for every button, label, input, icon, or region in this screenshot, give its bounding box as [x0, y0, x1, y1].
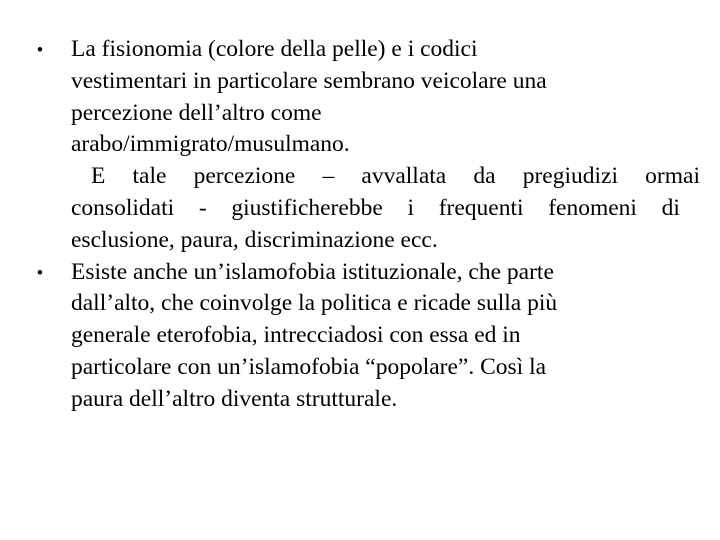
- text-line: generale eterofobia, intrecciadosi con essa ed in: [71, 322, 521, 349]
- text-line: Esiste anche un’islamofobia istituzionale, che parte: [71, 258, 554, 285]
- word: i: [407, 194, 414, 221]
- text-line-justified: [71, 193, 680, 225]
- text-line: paura dell’altro diventa strutturale.: [71, 385, 398, 412]
- bullet-item-islamofobia: [30, 257, 680, 416]
- word: consolidati: [71, 194, 175, 221]
- text-line: dall’alto, che coinvolge la politica e ricade sulla più: [71, 290, 558, 317]
- word: giustificherebbe: [231, 194, 383, 221]
- bullet-dot-icon: •: [36, 262, 44, 284]
- word: -: [198, 194, 207, 221]
- word: percezione: [193, 163, 296, 190]
- text-line: percezione dell’altro come: [71, 99, 322, 126]
- text-line: particolare con un’islamofobia “popolare”. Così la: [71, 353, 547, 380]
- word: ormai: [645, 163, 700, 190]
- text-line: arabo/immigrato/musulmano.: [71, 131, 350, 158]
- word: avvallata: [361, 163, 447, 190]
- bullet-item-fisionomia: [30, 34, 700, 257]
- word: fenomeni: [548, 194, 637, 221]
- text-line-justified: [71, 161, 700, 193]
- word: –: [322, 163, 335, 190]
- word: pregiudizi: [522, 163, 619, 190]
- bullet-list: [30, 34, 700, 416]
- text-line: La fisionomia (colore della pelle) e i codici: [71, 36, 478, 62]
- word: di: [661, 194, 680, 221]
- word: tale: [132, 163, 167, 190]
- text-line: vestimentari in particolare sembrano veicolare una: [71, 67, 547, 94]
- word: E: [91, 163, 106, 190]
- bullet-dot-icon: •: [36, 40, 44, 61]
- word: frequenti: [438, 194, 524, 221]
- text-line: esclusione, paura, discriminazione ecc.: [71, 226, 438, 253]
- word: da: [473, 163, 496, 190]
